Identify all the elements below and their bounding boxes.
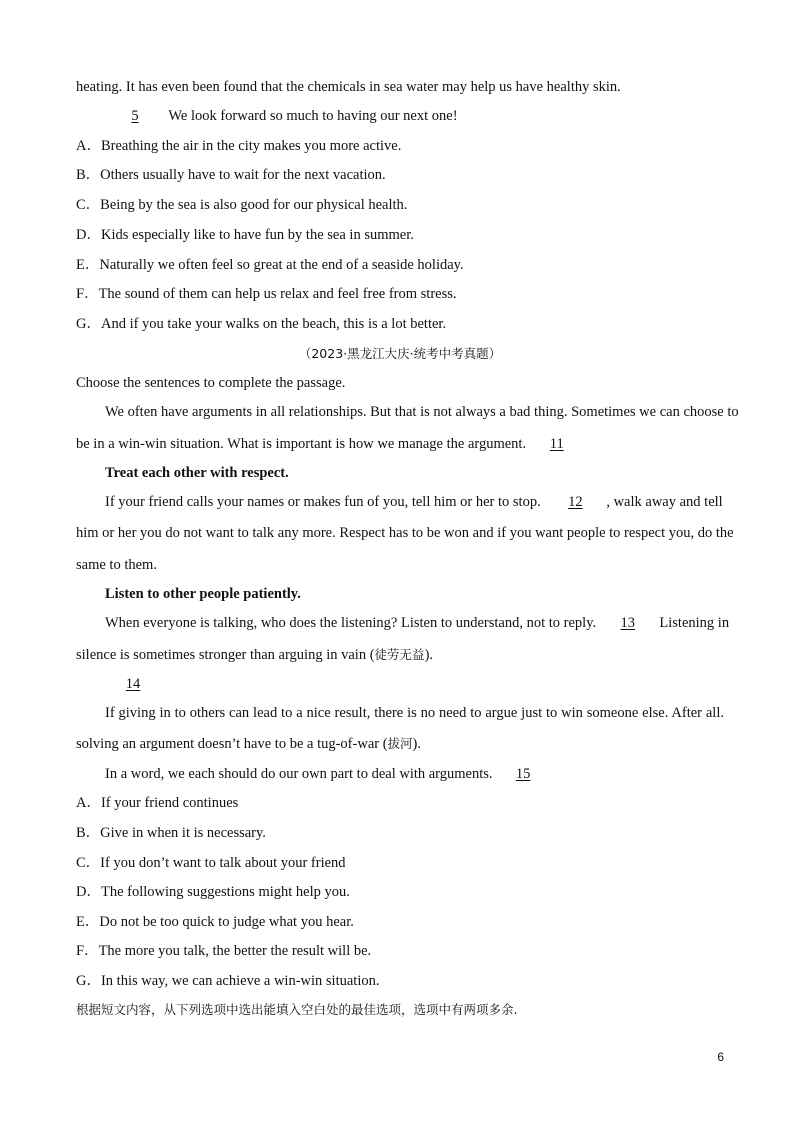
page-number: 6: [717, 1050, 724, 1064]
option-d-1: D．Kids especially like to have fun by the sea in summer.: [76, 227, 414, 243]
option-e-1: E．Naturally we often feel so great at the end of a seaside holiday.: [76, 257, 464, 273]
source-line: （2023·黑龙江大庆·统考中考真题）: [298, 346, 502, 361]
question-5-text: We look forward so much to having our next one!: [165, 108, 458, 124]
option-g-2: G．In this way, we can achieve a win-win situation.: [76, 973, 380, 989]
blank-14[interactable]: 14: [125, 676, 141, 692]
paragraph-4-line-2: solving an argument doesn’t have to be a tug-of-war (拔河).: [76, 736, 422, 752]
paragraph-3-line-1: When everyone is talking, who does the listening? Listen to understand, not to reply. 13 Listening in: [105, 615, 730, 631]
option-c-2: C．If you don’t want to talk about your friend: [76, 855, 346, 871]
blank-15[interactable]: 15: [515, 766, 531, 782]
passage-continuation: heating. It has even been found that the chemicals in sea water may help us have healthy skin.: [76, 79, 621, 95]
heading-respect: Treat each other with respect.: [105, 465, 289, 481]
paragraph-1-line-1: We often have arguments in all relationships. But that is not always a bad thing. Sometimes we can choose to: [105, 404, 739, 420]
option-f-1: F．The sound of them can help us relax and feel free from stress.: [76, 286, 457, 302]
paragraph-1-line-2: be in a win-win situation. What is important is how we manage the argument. 11: [76, 435, 724, 453]
option-b-1: B．Others usually have to wait for the next vacation.: [76, 167, 386, 183]
paragraph-2-line-1: If your friend calls your names or makes fun of you, tell him or her to stop. 12 , walk away and tell: [105, 494, 723, 510]
option-d-2: D．The following suggestions might help you.: [76, 884, 350, 900]
paragraph-2-line-3: same to them.: [76, 557, 157, 573]
paragraph-3-line-2: silence is sometimes stronger than arguing in vain (徒劳无益).: [76, 647, 434, 663]
next-instruction: 根据短文内容，从下列选项中选出能填入空白处的最佳选项，选项中有两项多余.: [76, 1002, 518, 1017]
paragraph-2-line-2: him or her you do not want to talk any more. Respect has to be won and if you want people to respect you, do the: [76, 525, 734, 541]
option-a-1: A．Breathing the air in the city makes you more active.: [76, 138, 402, 154]
option-b-2: B．Give in when it is necessary.: [76, 825, 266, 841]
option-e-2: E．Do not be too quick to judge what you hear.: [76, 914, 354, 930]
option-c-1: C．Being by the sea is also good for our physical health.: [76, 197, 408, 213]
blank-11[interactable]: 11: [549, 436, 564, 452]
heading-listen: Listen to other people patiently.: [105, 586, 301, 602]
option-f-2: F．The more you talk, the better the result will be.: [76, 943, 372, 959]
option-g-1: G．And if you take your walks on the beach, this is a lot better.: [76, 316, 447, 332]
blank-13[interactable]: 13: [620, 615, 636, 631]
paragraph-5: In a word, we each should do our own part to deal with arguments. 15: [105, 765, 724, 783]
paragraph-4-line-1: If giving in to others can lead to a nice result, there is no need to argue just to win someone else. After all.: [105, 705, 724, 721]
option-a-2: A．If your friend continues: [76, 795, 239, 811]
question-5: [105, 107, 724, 125]
instruction: Choose the sentences to complete the passage.: [76, 375, 346, 391]
blank-12[interactable]: 12: [568, 494, 583, 510]
blank-5[interactable]: 5: [131, 108, 139, 124]
blank-14-line: [105, 675, 724, 693]
